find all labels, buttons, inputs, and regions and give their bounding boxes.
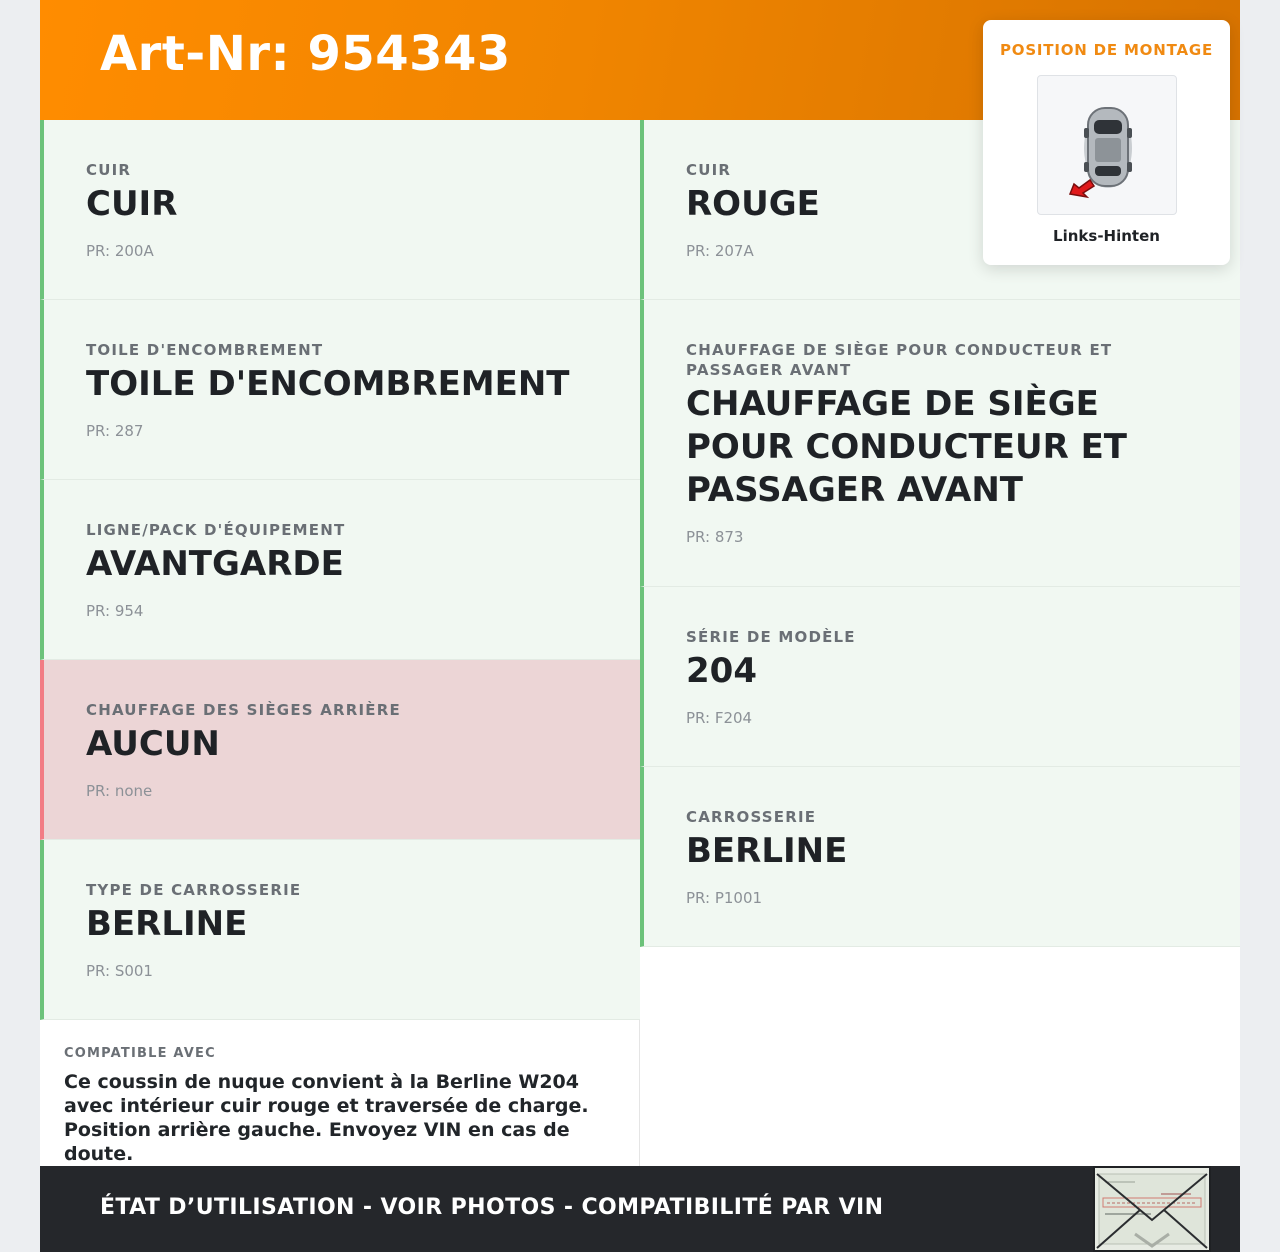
compatibility-label: COMPATIBLE AVEC xyxy=(64,1046,216,1061)
attribute-value: CHAUFFAGE DE SIÈGE POUR CONDUCTEUR ET PASSAGER AVANT xyxy=(686,384,1128,510)
mounting-position-image xyxy=(1037,75,1177,215)
car-top-view-icon xyxy=(1038,76,1176,214)
attribute-card-rear-seat-heating xyxy=(40,660,640,840)
attribute-pr-code: PR: 287 xyxy=(86,422,144,440)
mounting-position-title: POSITION DE MONTAGE xyxy=(999,41,1214,59)
compatibility-section xyxy=(40,1020,640,1166)
attribute-card-load-cover xyxy=(40,300,640,480)
document-thumbnail[interactable] xyxy=(1093,1166,1211,1252)
attribute-label: CHAUFFAGE DES SIÈGES ARRIÈRE xyxy=(86,701,401,719)
attribute-pr-code: PR: F204 xyxy=(686,709,753,727)
attribute-value: BERLINE xyxy=(86,904,248,944)
attribute-pr-code: PR: P1001 xyxy=(686,889,763,907)
attribute-pr-code: PR: 954 xyxy=(86,602,144,620)
attribute-value: ROUGE xyxy=(686,184,820,224)
attribute-value: BERLINE xyxy=(686,831,848,871)
attribute-label: CHAUFFAGE DE SIÈGE POUR CONDUCTEUR ET PASSAGER AVANT xyxy=(686,341,1113,379)
attribute-value: AVANTGARDE xyxy=(86,544,344,584)
attribute-value: CUIR xyxy=(86,184,178,224)
attribute-pr-code: PR: S001 xyxy=(86,962,153,980)
attribute-card-equipment-line xyxy=(40,480,640,660)
attribute-pr-code: PR: none xyxy=(86,782,153,800)
attribute-card-front-seat-heating xyxy=(640,300,1240,587)
attribute-value: 204 xyxy=(686,651,757,691)
attribute-label: TOILE D'ENCOMBREMENT xyxy=(86,341,324,359)
attribute-label: SÉRIE DE MODÈLE xyxy=(686,628,856,646)
footer-bar xyxy=(40,1166,1240,1252)
attribute-label: LIGNE/PACK D'ÉQUIPEMENT xyxy=(86,521,346,539)
attribute-card-leather xyxy=(40,120,640,300)
attribute-label: CUIR xyxy=(86,161,132,179)
envelope-icon xyxy=(1095,1168,1209,1250)
article-number-title: Art-Nr: 954343 xyxy=(100,26,511,82)
attribute-card-body-type xyxy=(40,840,640,1020)
attribute-card-model-series xyxy=(640,587,1240,767)
attribute-card-body xyxy=(640,767,1240,947)
attribute-label: CARROSSERIE xyxy=(686,808,817,826)
attribute-label: CUIR xyxy=(686,161,732,179)
attribute-value: AUCUN xyxy=(86,724,220,764)
left-attribute-column xyxy=(40,120,640,1020)
attribute-pr-code: PR: 873 xyxy=(686,528,744,546)
product-sheet xyxy=(40,0,1240,1252)
attribute-label: TYPE DE CARROSSERIE xyxy=(86,881,302,899)
attribute-pr-code: PR: 207A xyxy=(686,242,754,260)
mounting-position-value: Links-Hinten xyxy=(1053,227,1160,245)
mounting-position-card xyxy=(983,20,1230,265)
attribute-value: TOILE D'ENCOMBREMENT xyxy=(86,364,570,404)
footer-text: ÉTAT D’UTILISATION - VOIR PHOTOS - COMPATIBILITÉ PAR VIN xyxy=(100,1195,884,1220)
attribute-pr-code: PR: 200A xyxy=(86,242,154,260)
compatibility-text: Ce coussin de nuque convient à la Berline W204 avec intérieur cuir rouge et traversée de charge. Position arrière gauche. Envoyez VIN en cas de doute. xyxy=(64,1071,589,1165)
